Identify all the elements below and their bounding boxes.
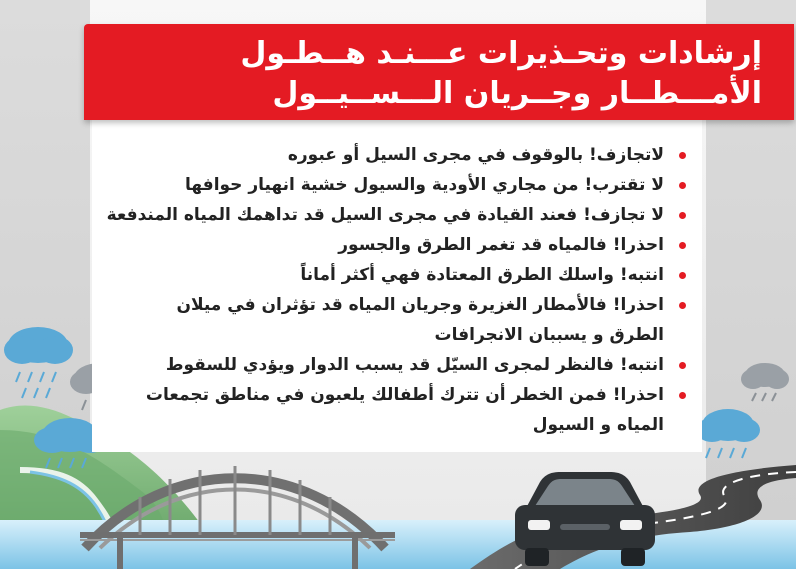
- tip-text: انتبه! فالنظر لمجرى السيّل قد يسبب الدوار ويؤدي للسقوط: [165, 355, 664, 375]
- title-line-2: الأمـــطــار وجــريان الـــســيــول: [272, 76, 762, 111]
- tip-text-continued: الطرق و يسببان الانجرافات: [434, 325, 664, 345]
- tip-item: [86, 170, 686, 200]
- tip-text: احذرا! فالأمطار الغزيرة وجريان المياه قد تؤثران في ميلان: [176, 295, 664, 315]
- tip-text: احذرا! فالمياه قد تغمر الطرق والجسور: [338, 235, 664, 255]
- tip-text: لا تجازف! فعند القيادة في مجرى السيل قد تداهمك المياه المندفعة: [106, 205, 664, 225]
- bullet-icon: [679, 392, 686, 399]
- title-line-1: إرشادات وتحـذيرات عـــنـد هــطـول: [240, 36, 762, 71]
- bullet-icon: [679, 182, 686, 189]
- tip-text-continued: المياه و السيول: [532, 415, 664, 435]
- tip-text: احذرا! فمن الخطر أن تترك أطفالك يلعبون في مناطق تجمعات: [145, 385, 664, 405]
- tip-item: [86, 290, 686, 350]
- rain-cloud-icon-left-blue: [4, 327, 73, 398]
- tip-item: [86, 230, 686, 260]
- tip-item: [86, 200, 686, 230]
- bullet-icon: [679, 152, 686, 159]
- tip-item: [86, 380, 686, 440]
- rain-cloud-icon-right-blue: [696, 409, 760, 458]
- tip-text: انتبه! واسلك الطرق المعتادة فهي أكثر أماناً: [300, 265, 664, 285]
- tip-text: لاتجازف! بالوقوف في مجرى السيل أو عبوره: [287, 145, 664, 165]
- bullet-icon: [679, 212, 686, 219]
- bullet-icon: [679, 242, 686, 249]
- bullet-icon: [679, 272, 686, 279]
- header-banner: [84, 24, 794, 120]
- tip-item: [86, 260, 686, 290]
- page-title: [142, 34, 762, 114]
- tip-item: [86, 140, 686, 170]
- rain-cloud-icon-right-gray: [741, 363, 789, 401]
- tip-item: [86, 350, 686, 380]
- bullet-icon: [679, 362, 686, 369]
- tip-text: لا تقترب! من مجاري الأودية والسيول خشية انهيار حوافها: [184, 175, 664, 195]
- bullet-icon: [679, 302, 686, 309]
- tips-list: [86, 140, 686, 440]
